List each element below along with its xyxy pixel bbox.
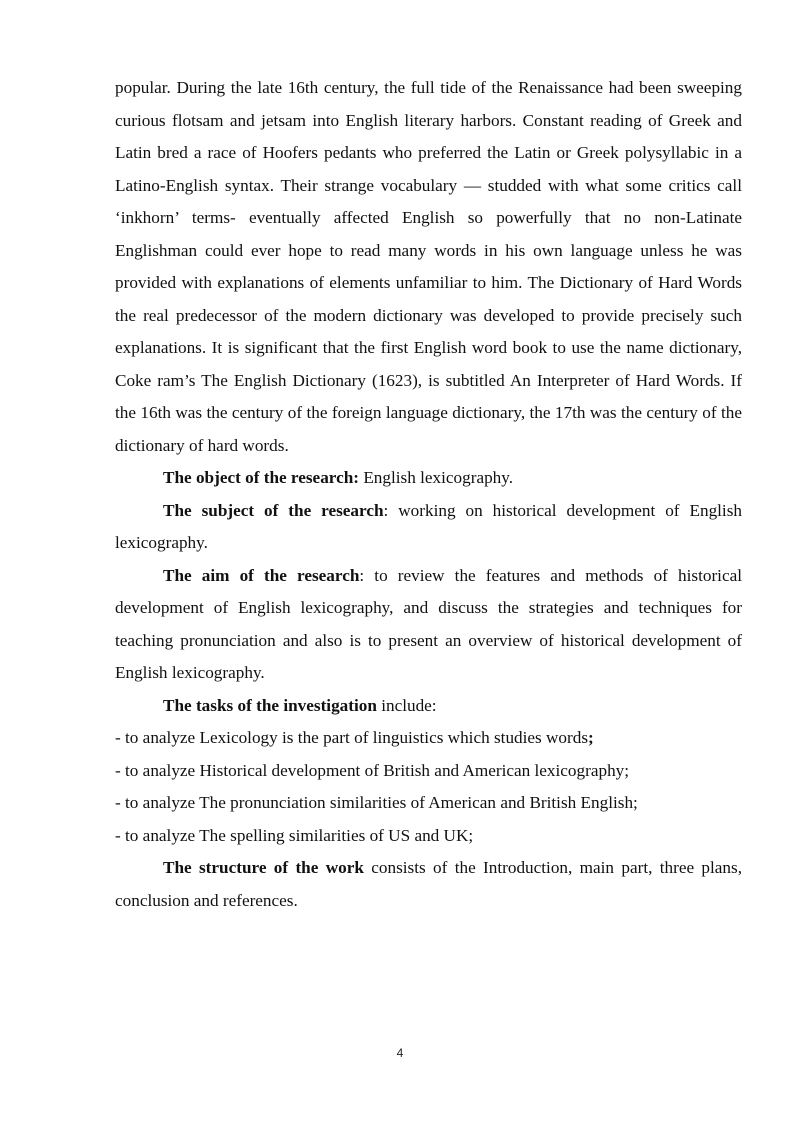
task-item-1 — [115, 722, 742, 755]
tasks-paragraph — [115, 690, 742, 723]
task-item-2: - to analyze Historical development of British and American lexicography; — [115, 760, 630, 780]
body-text — [115, 72, 742, 917]
structure-label: The structure of the work — [163, 858, 364, 877]
object-paragraph — [115, 462, 742, 495]
subject-paragraph — [115, 495, 742, 560]
task-item-3: - to analyze The pronunciation similarities of American and British English; — [115, 793, 638, 812]
subject-label: The subject of the research — [163, 500, 384, 520]
tasks-text: include: — [376, 695, 437, 715]
structure-paragraph — [115, 852, 742, 917]
subject-text: : working on historical development of English lexicography. — [115, 500, 742, 552]
aim-label: The aim of the research — [163, 565, 360, 585]
task-item-1-end: ; — [588, 728, 594, 747]
object-label: The object of the research: — [163, 468, 360, 487]
page-number: 4 — [396, 1046, 404, 1060]
structure-text: consists of the Introduction, main part, three plans, conclusion and references. — [115, 858, 743, 910]
aim-text: : to review the features and methods of historical development of English lexicography, and discuss the strategies and techniques for teaching pronunciation and also is to present an overview of historical development of English lexicography. — [115, 565, 742, 682]
aim-paragraph — [115, 560, 742, 690]
task-item-4: - to analyze The spelling similarities of US and UK; — [115, 825, 474, 845]
intro-paragraph: popular. During the late 16th century, the full tide of the Renaissance had been sweeping curious flotsam and jetsam into English literary harbors. Constant reading of Greek and Latin bred a race of Hoofers pedants who preferred the Latin or Greek polysyllabic in a Latino-English syntax. Their strange vocabulary — studded with what some critics call ‘inkhorn’ terms- eventually affected English so powerfully that no non-Latinate Englishman could ever hope to read many words in his own language unless he was provided with explanations of elements unfamiliar to him. The Dictionary of Hard Words the real predecessor of the modern dictionary was developed to provide precisely such explanations. It is significant that the first English word book to use the name dictionary, Coke ram’s The English Dictionary (1623), is subtitled An Interpreter of Hard Words. If the 16th was the century of the foreign language dictionary, the 17th was the century of the dictionary of hard words. — [115, 78, 742, 455]
object-text: English lexicography. — [359, 468, 514, 487]
tasks-label: The tasks of the investigation — [163, 695, 377, 715]
task-item-1-text: - to analyze Lexicology is the part of linguistics which studies words — [115, 728, 589, 747]
